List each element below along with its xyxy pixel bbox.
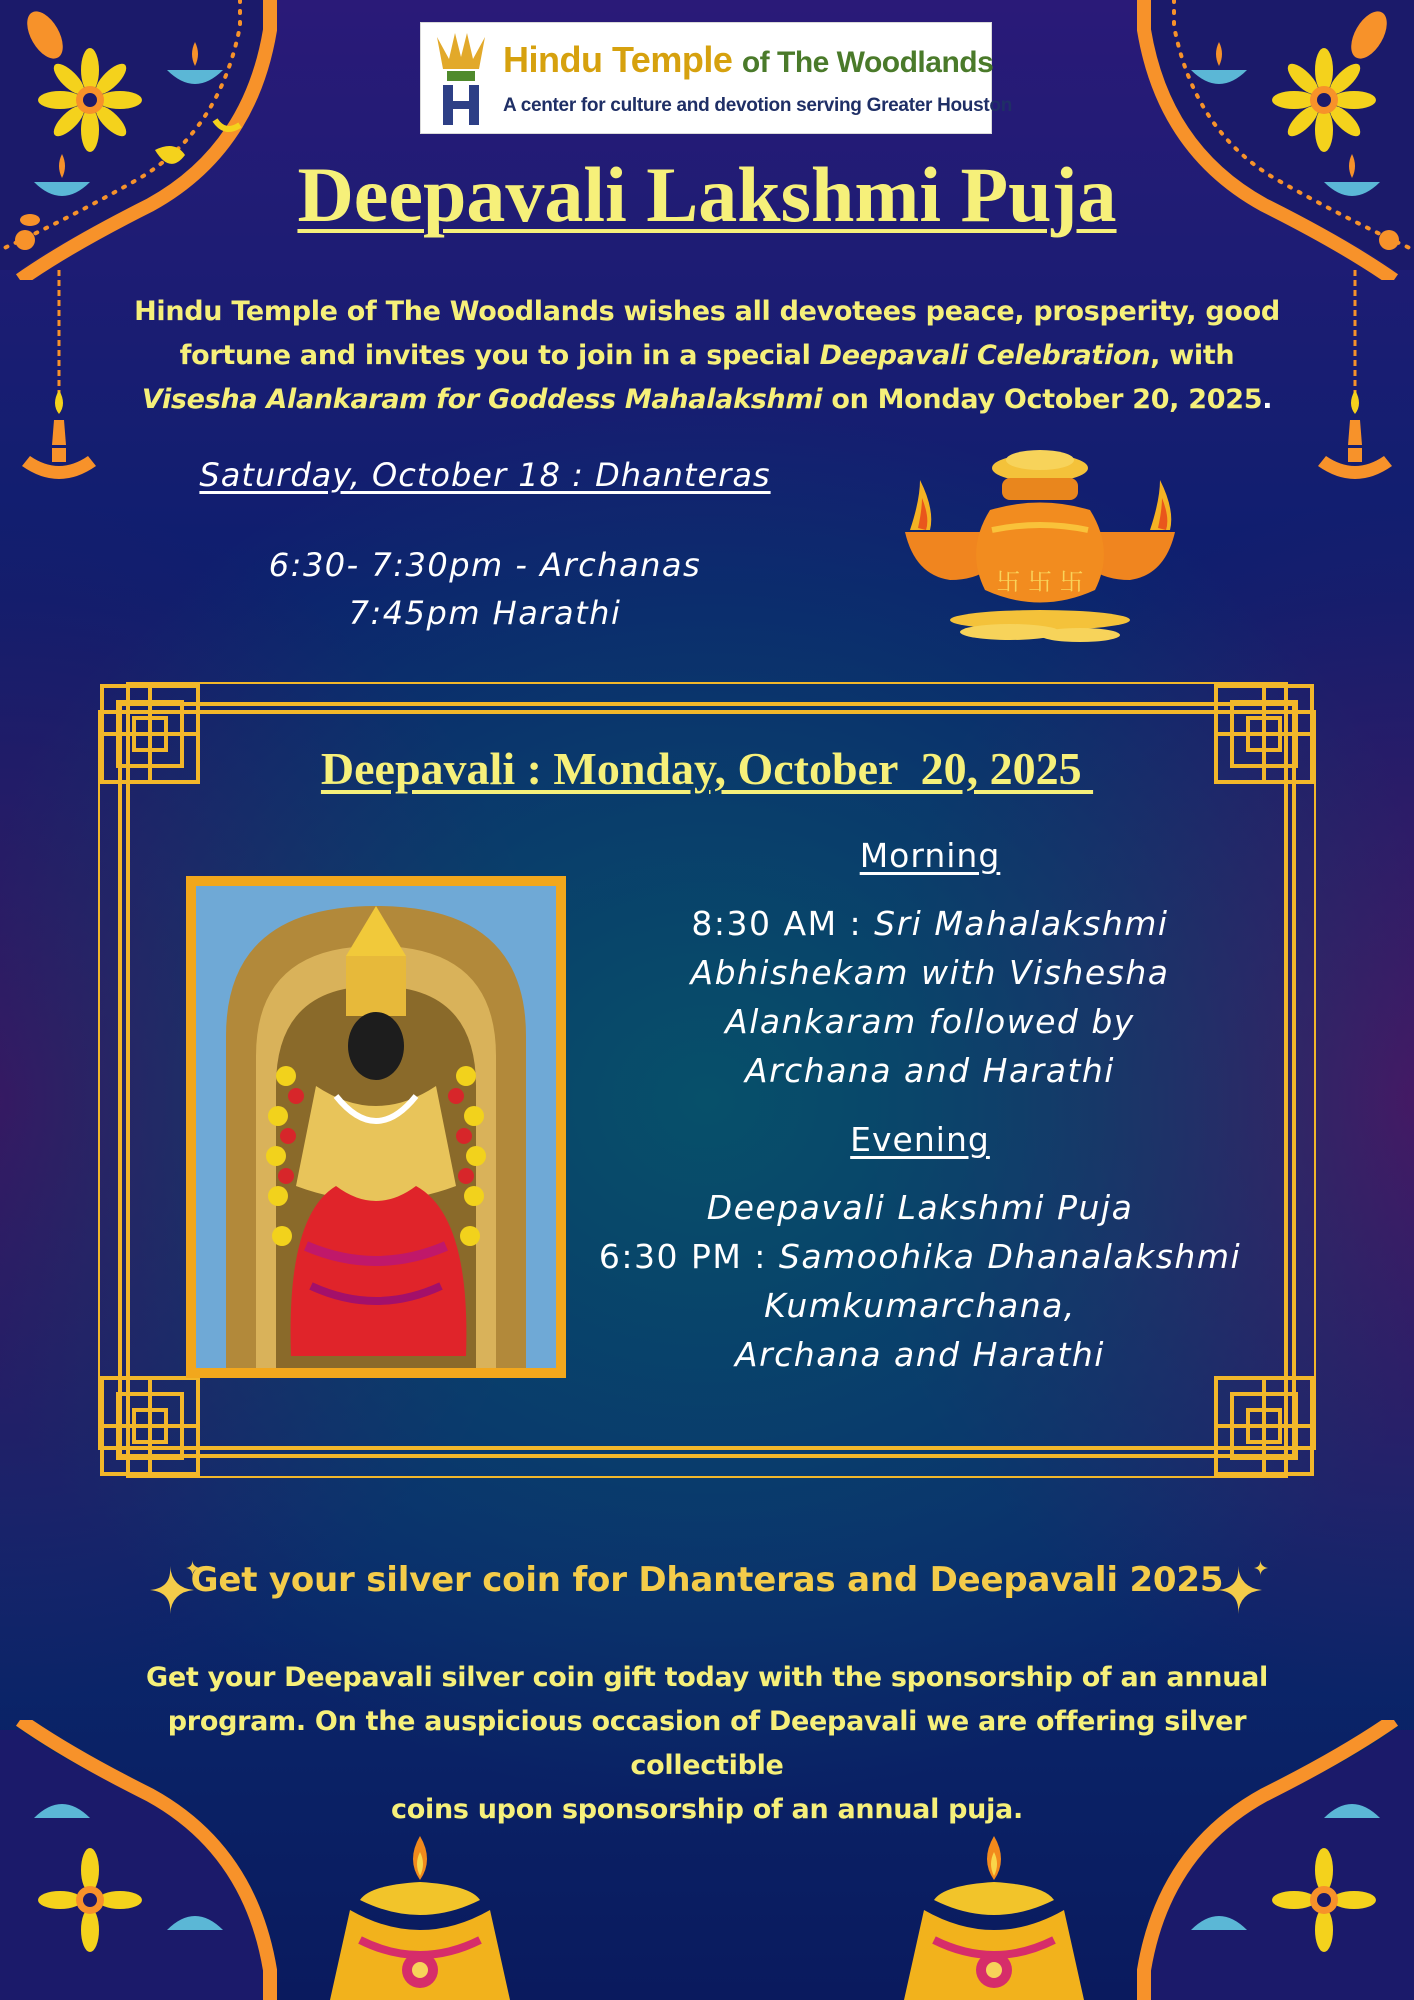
- morning-line-2: Abhishekam with Vishesha: [690, 953, 1170, 992]
- morning-line-4: Archana and Harathi: [745, 1051, 1115, 1090]
- dhanteras-archanas: 6:30- 7:30pm - Archanas: [268, 546, 702, 584]
- silver-coin-heading: Get your silver coin for Dhanteras and Deepavali 2025: [190, 1560, 1224, 1600]
- page-title: Deepavali Lakshmi Puja: [297, 151, 1117, 238]
- logo-name: Hindu Temple of The Woodlands: [503, 39, 994, 80]
- hanging-lamp-icon: [14, 270, 104, 510]
- intro-text: Hindu Temple of The Woodlands wishes all devotees peace, prosperity, good fortune and invites you to join in a special Deepavali Celebration, with Visesha Alankaram for Goddess Mahalakshmi on Monday October 20, 2025.: [134, 296, 1280, 415]
- dhanteras-heading: Saturday, October 18 : Dhanteras: [199, 456, 771, 494]
- evening-line-1: Deepavali Lakshmi Puja: [706, 1188, 1134, 1227]
- sparkle-icon: [1212, 1556, 1272, 1616]
- svg-text:卐 卐 卐: 卐 卐 卐: [996, 568, 1084, 596]
- deepavali-heading: Deepavali : Monday, October 20, 2025: [320, 743, 1094, 794]
- dhanteras-harathi: 7:45pm Harathi: [348, 594, 622, 632]
- temple-logo-icon: [429, 29, 493, 129]
- diya-icon: [320, 1830, 520, 2000]
- deity-image: [186, 876, 566, 1378]
- diya-icon: [894, 1830, 1094, 2000]
- logo-tagline: A center for culture and devotion serving Greater Houston: [503, 95, 1013, 116]
- evening-line-4: Archana and Harathi: [735, 1335, 1105, 1374]
- morning-line-3: Alankaram followed by: [725, 1002, 1135, 1041]
- kalash-icon: [890, 440, 1190, 660]
- temple-logo: [420, 22, 1013, 134]
- evening-line-3: Kumkumarchana,: [764, 1286, 1076, 1325]
- deity-image-illustration: [196, 886, 556, 1368]
- morning-line-1: 8:30 AM : Sri Mahalakshmi: [691, 904, 1169, 943]
- silver-coin-description: Get your Deepavali silver coin gift today with the sponsorship of an annual program. On the auspicious occasion of Deepavali we are offering silver collectible coins upon sponsorship of an annual puja.: [146, 1662, 1268, 1825]
- evening-line-2: 6:30 PM : Samoohika Dhanalakshmi: [598, 1237, 1242, 1276]
- evening-label: Evening: [850, 1120, 990, 1159]
- hanging-lamp-icon: [1310, 270, 1400, 510]
- morning-label: Morning: [859, 836, 1001, 875]
